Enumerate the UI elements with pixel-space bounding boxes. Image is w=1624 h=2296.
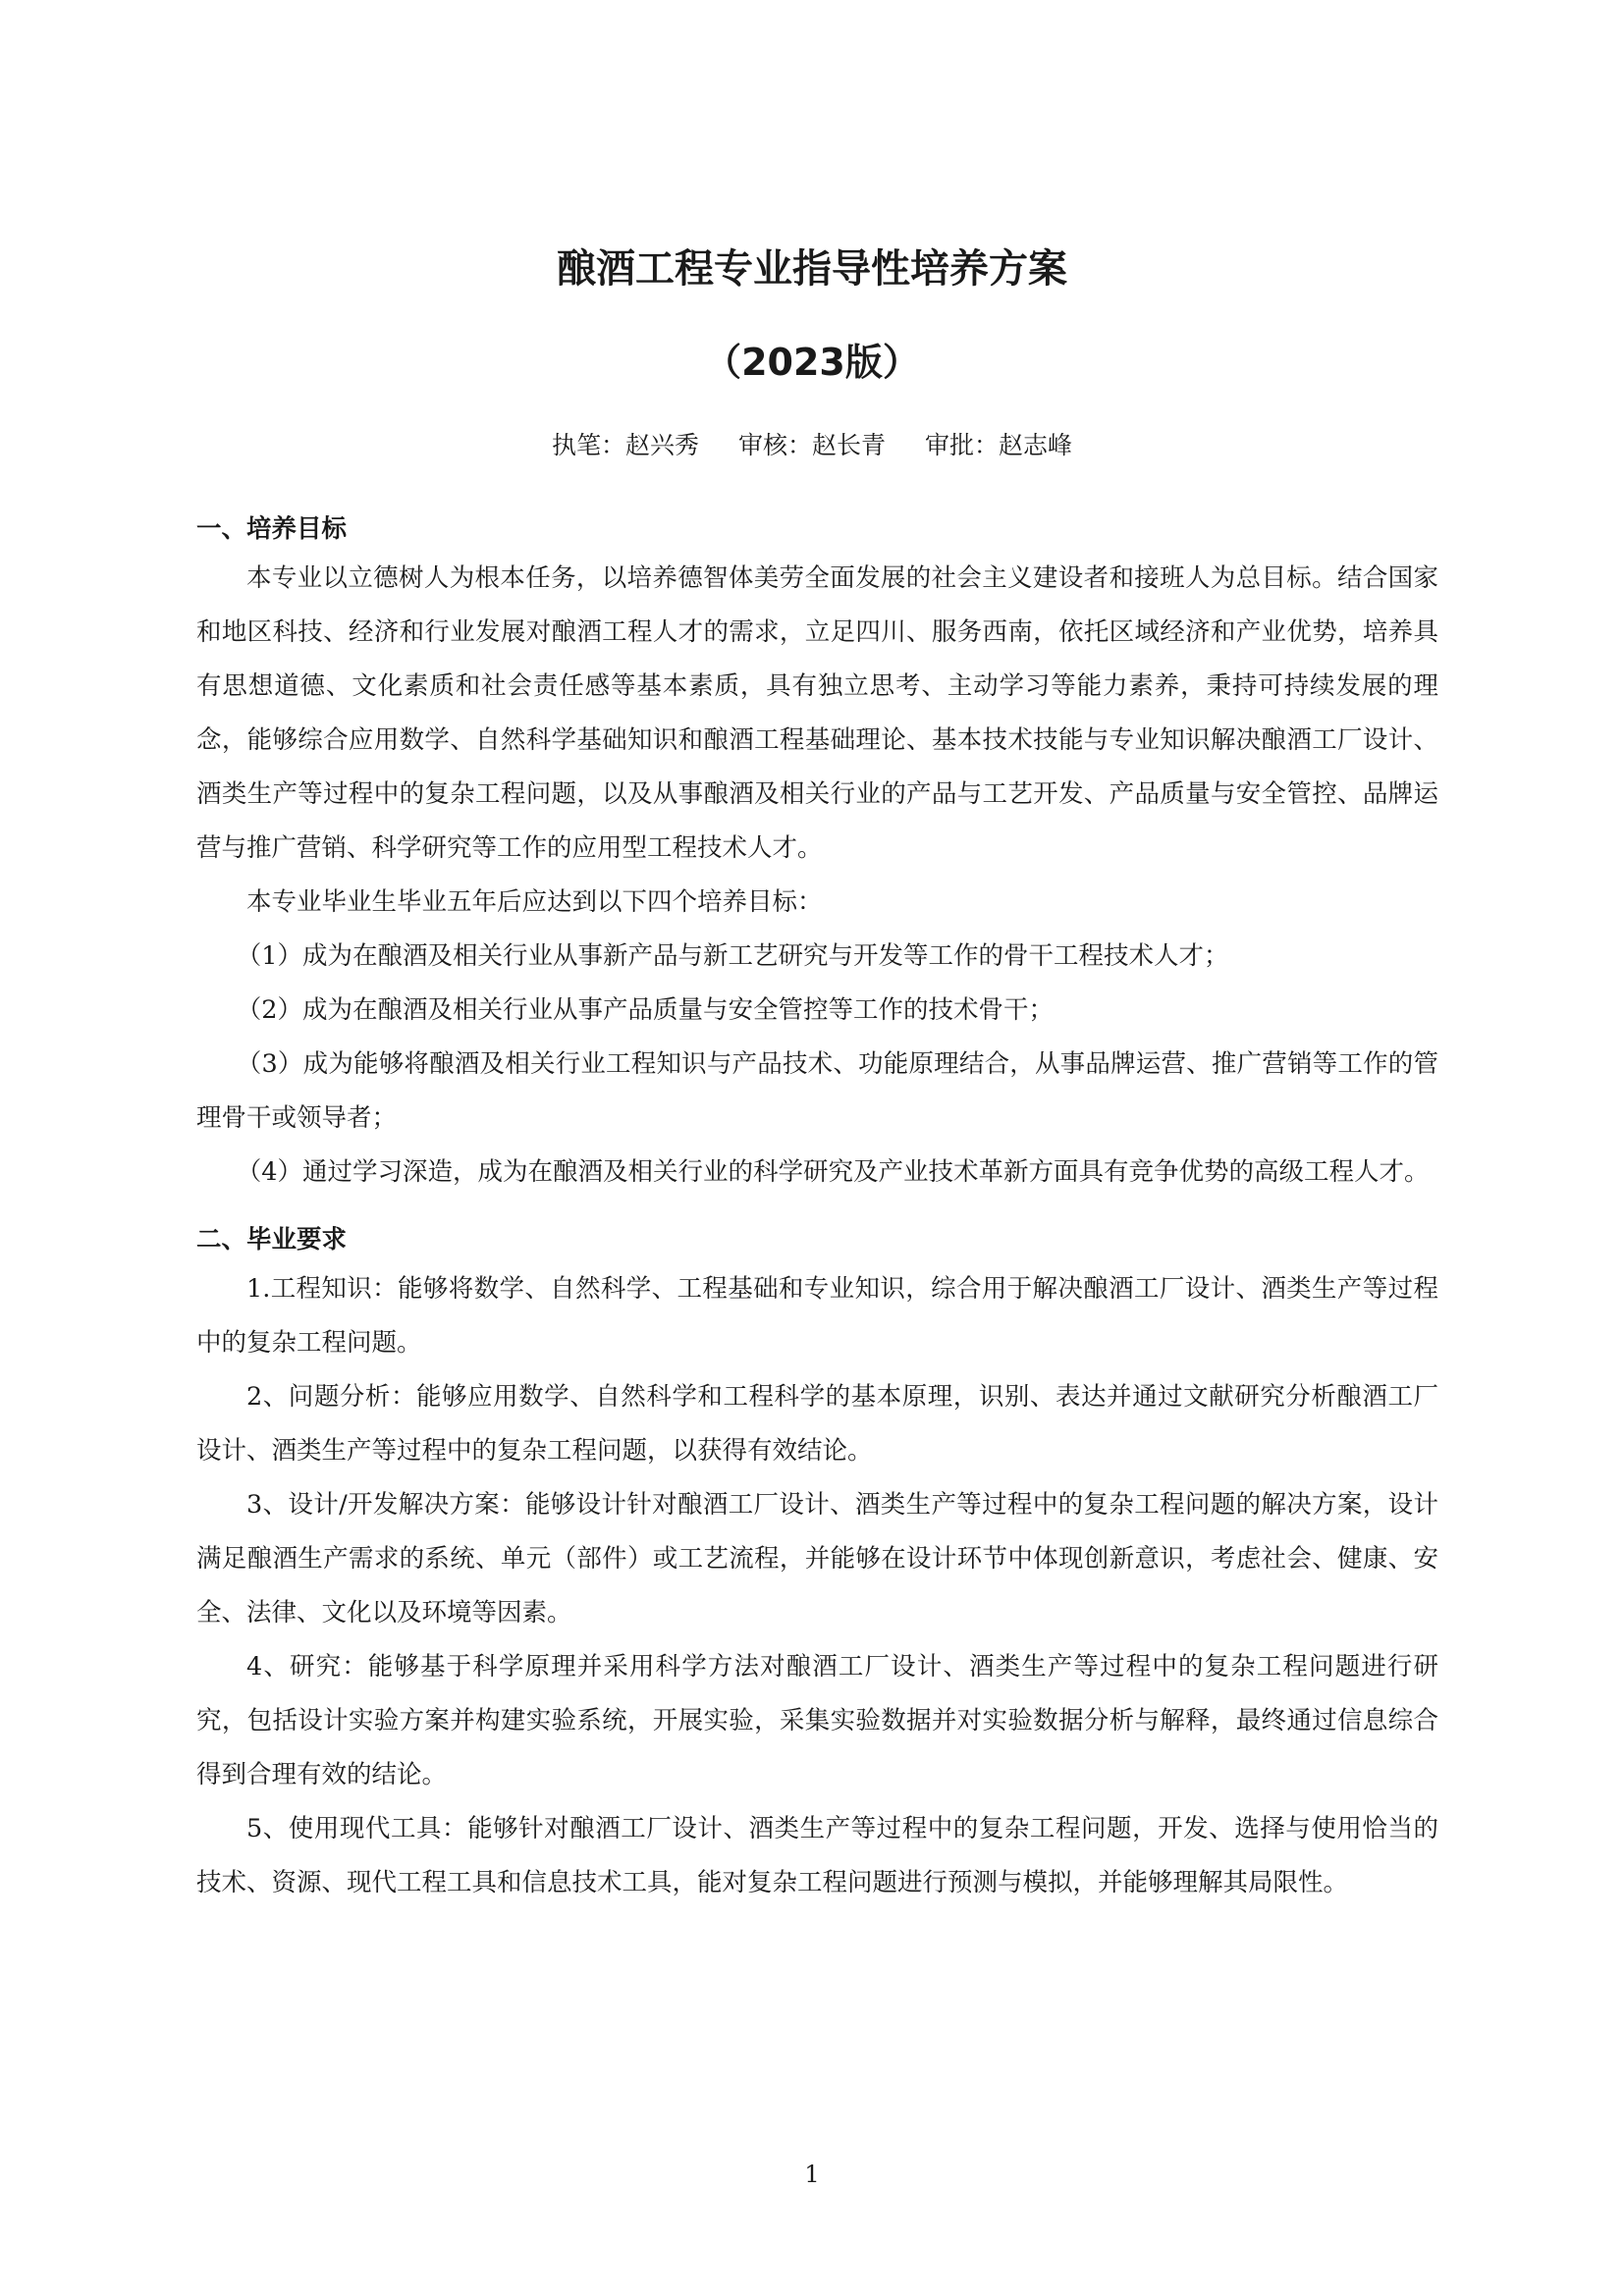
page-number: 1: [804, 2161, 820, 2188]
section-graduation-requirements: [196, 1217, 1438, 1910]
objective-item: （3）成为能够将酿酒及相关行业工程知识与产品技术、功能原理结合，从事品牌运营、推广营销等工作的管理骨干或领导者；: [196, 1049, 1438, 1133]
requirement-item: 3、设计/开发解决方案：能够设计针对酿酒工厂设计、酒类生产等过程中的复杂工程问题的解决方案，设计满足酿酒生产需求的系统、单元（部件）或工艺流程，并能够在设计环节中体现创新意识，考虑社会、健康、安全、法律、文化以及环境等因素。: [196, 1490, 1438, 1628]
objective-item: （4）通过学习深造，成为在酿酒及相关行业的科学研究及产业技术革新方面具有竞争优势的高级工程人才。: [236, 1157, 1430, 1187]
requirement-item: 5、使用现代工具：能够针对酿酒工厂设计、酒类生产等过程中的复杂工程问题，开发、选择与使用恰当的技术、资源、现代工程工具和信息技术工具，能对复杂工程问题进行预测与模拟，并能够理解其局限性。: [196, 1814, 1438, 1897]
objective-item: （2）成为在酿酒及相关行业从事产品质量与安全管控等工作的技术骨干；: [236, 995, 1055, 1025]
objective-item: （1）成为在酿酒及相关行业从事新产品与新工艺研究与开发等工作的骨干工程技术人才；: [236, 941, 1229, 971]
document-edition: （2023版）: [704, 341, 920, 384]
section-heading: 一、培养目标: [196, 514, 348, 544]
paragraph: 本专业以立德树人为根本任务，以培养德智体美劳全面发展的社会主义建设者和接班人为总目标。结合国家和地区科技、经济和行业发展对酿酒工程人才的需求，立足四川、服务西南，依托区域经济和产业优势，培养具有思想道德、文化素质和社会责任感等基本素质，具有独立思考、主动学习等能力素养，秉持可持续发展的理念，能够综合应用数学、自然科学基础知识和酿酒工程基础理论、基本技术技能与专业知识解决酿酒工厂设计、酒类生产等过程中的复杂工程问题，以及从事酿酒及相关行业的产品与工艺开发、产品质量与安全管控、品牌运营与推广营销、科学研究等工作的应用型工程技术人才。: [196, 563, 1438, 863]
section-gap: [196, 1200, 1438, 1217]
requirement-item: 2、问题分析：能够应用数学、自然科学和工程科学的基本原理，识别、表达并通过文献研究分析酿酒工厂设计、酒类生产等过程中的复杂工程问题，以获得有效结论。: [196, 1382, 1438, 1466]
author-reviewer: 审核：赵长青: [737, 431, 886, 459]
requirement-item: 1.工程知识：能够将数学、自然科学、工程基础和专业知识，综合用于解决酿酒工厂设计、酒类生产等过程中的复杂工程问题。: [196, 1274, 1438, 1358]
paragraph: 本专业毕业生毕业五年后应达到以下四个培养目标：: [246, 887, 823, 917]
author-approver: 审批：赵志峰: [925, 431, 1073, 459]
requirement-item: 4、研究：能够基于科学原理并采用科学方法对酿酒工厂设计、酒类生产等过程中的复杂工程问题进行研究，包括设计实验方案并构建实验系统，开展实验，采集实验数据并对实验数据分析与解释，最终通过信息综合得到合理有效的结论。: [196, 1652, 1438, 1789]
document-body: [196, 507, 1438, 1910]
author-writer: 执笔：赵兴秀: [551, 431, 699, 459]
document-title: 酿酒工程专业指导性培养方案: [557, 246, 1067, 292]
authors-line: [0, 426, 1624, 465]
section-training-objectives: [196, 507, 1438, 1200]
section-heading: 二、毕业要求: [196, 1225, 348, 1255]
